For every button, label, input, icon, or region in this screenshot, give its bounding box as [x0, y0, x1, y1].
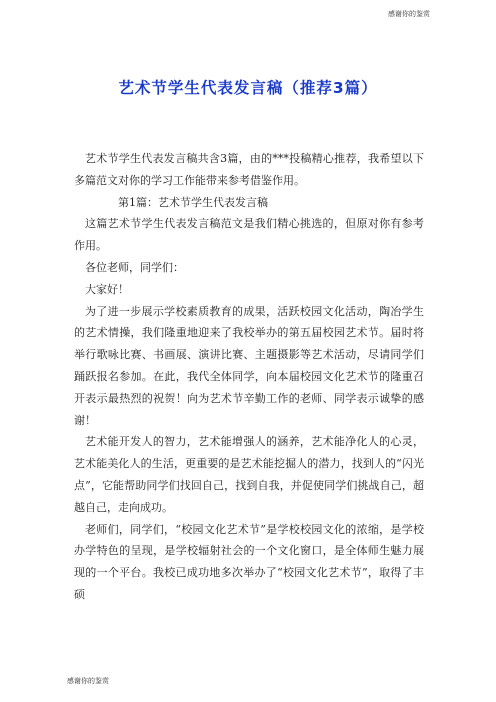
body-paragraph: 这篇艺术节学生代表发言稿范文是我们精心挑选的，但原对你有参考作用。	[74, 217, 424, 253]
footer-note: 感谢你的鉴赏	[67, 677, 109, 685]
body-paragraph: 老师们，同学们，“校园文化艺术节”是学校校园文化的浓缩，是学校办学特色的呈现，是学校辐射社会的一个文化窗口，是全体师生魅力展现的一个平台。我校已成功地多次举办了“校园文化艺术节”，取得了丰硕	[74, 522, 424, 601]
greeting: 大家好！	[85, 282, 129, 296]
body-paragraph: 为了进一步展示学校素质教育的成果，活跃校园文化活动，陶冶学生的艺术情操，我们隆重地迎来了我校举办的第五届校园艺术节。届时将举行歌咏比赛、书画展、演讲比赛、主题摄影等艺术活动，尽请同学们踊跃报名参加。在此，我代全体同学，向本届校园文化艺术节的隆重召开表示最热烈的祝贺！向为艺术节辛勤工作的老师、同学表示诚挚的感谢！	[74, 304, 424, 427]
salutation: 各位老师，同学们：	[85, 260, 184, 274]
intro-paragraph: 艺术节学生代表发言稿共含3篇，由的***投稿精心推荐，我希望以下多篇范文对你的学习工作能带来参考借鉴作用。	[74, 152, 424, 187]
section-heading: 第1篇：艺术节学生代表发言稿	[118, 195, 268, 209]
header-note: 感谢你的鉴赏	[388, 10, 430, 18]
document-body	[74, 148, 424, 606]
document-title: 艺术节学生代表发言稿（推荐3篇）	[118, 79, 378, 98]
body-paragraph: 艺术能开发人的智力，艺术能增强人的涵养，艺术能净化人的心灵，艺术能美化人的生活，更重要的是艺术能挖掘人的潜力，找到人的“闪光点”，它能帮助同学们找回自己，找到自我，并促使同学们挑战自己，超越自己，走向成功。	[74, 435, 424, 514]
